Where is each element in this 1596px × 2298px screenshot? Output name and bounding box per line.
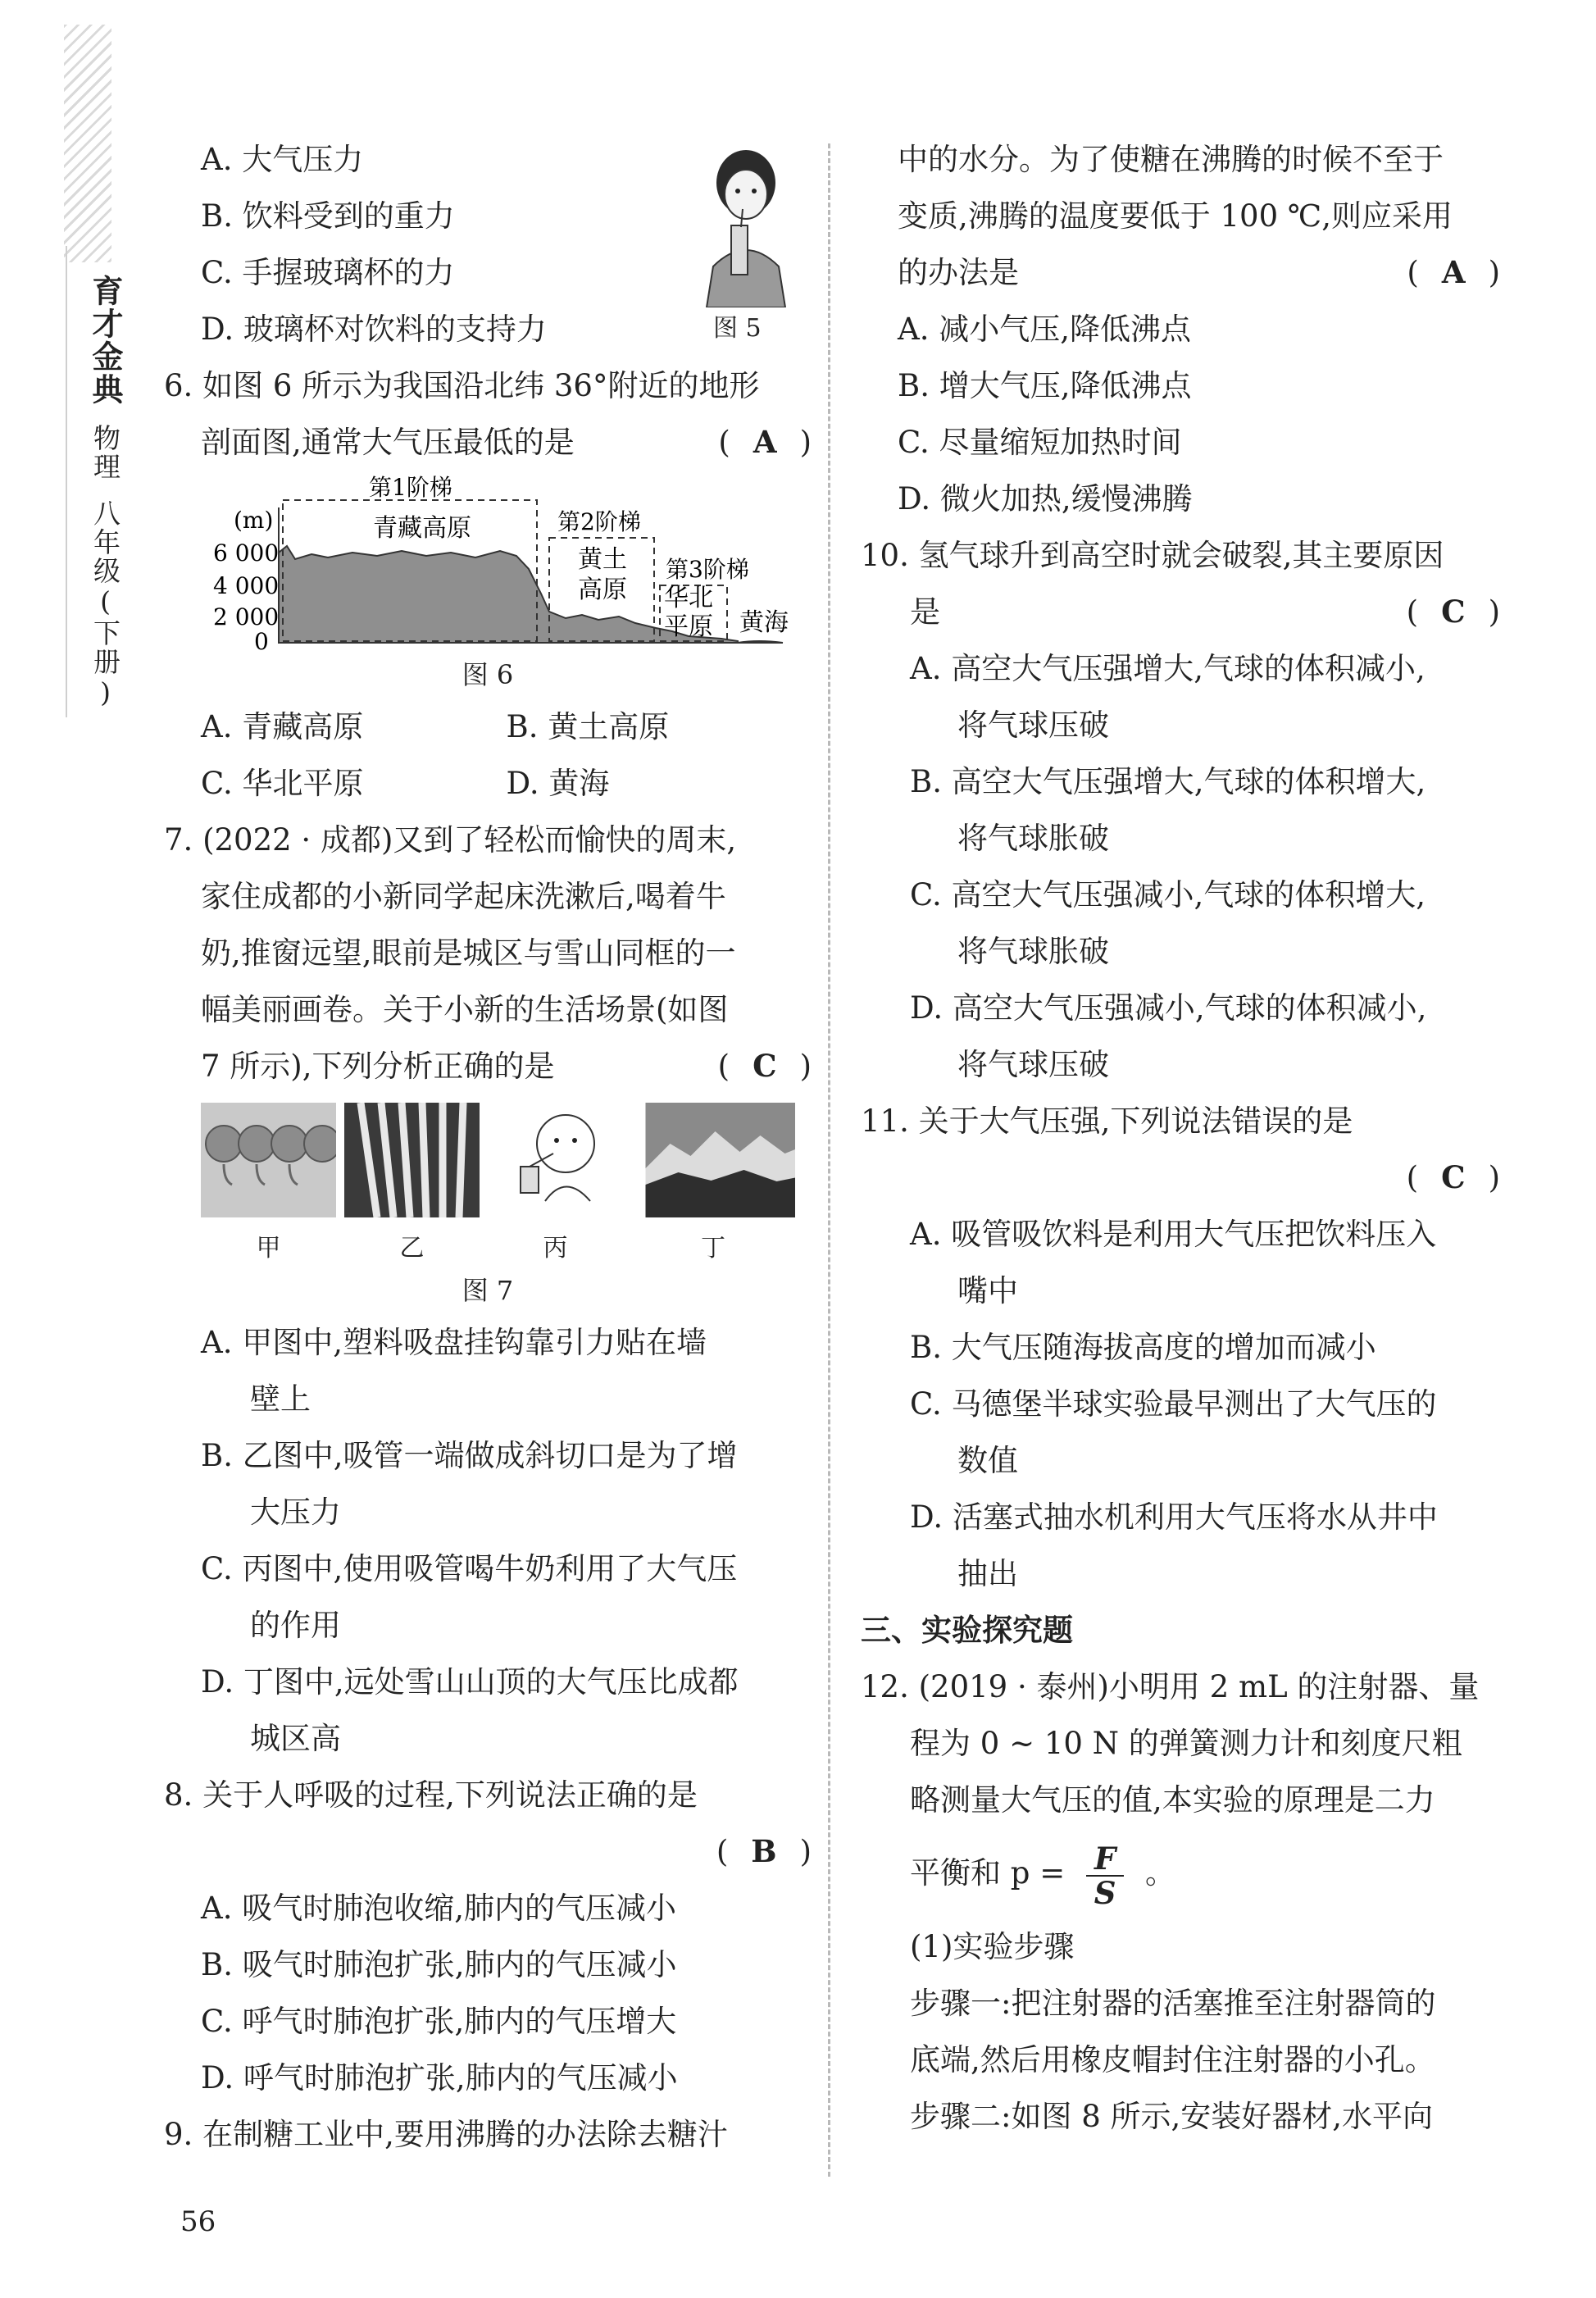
fig7-label-bing: 丙 (543, 1234, 568, 1263)
fig6-step1-label: 第1阶梯 (369, 474, 452, 501)
q9-answer-box: ( A ) (1407, 254, 1500, 290)
corner-stripe-decoration (64, 25, 111, 262)
q7-option-a-line-1: A. 甲图中,塑料吸盘挂钩靠引力贴在墙 (201, 1325, 707, 1360)
q7-stem-line-3: 奶,推窗远望,眼前是城区与雪山同框的一 (201, 935, 736, 971)
fig6-step2-label: 第2阶梯 (557, 508, 641, 535)
q11-option-b: B. 大气压随海拔高度的增加而减小 (910, 1330, 1376, 1365)
q12-formula-line (861, 1828, 1500, 1918)
q11-option-a-line-2: 嘴中 (957, 1273, 1018, 1308)
q10-option-b-line-2: 将气球胀破 (957, 821, 1109, 856)
q6-stem-line-2: 剖面图,通常大气压最低的是 ( A ) (164, 414, 812, 471)
q9-answer: A (1441, 254, 1466, 290)
fig7-label-yi: 乙 (399, 1234, 425, 1263)
column-divider (828, 143, 830, 2177)
q7-stem-line-1: 7. (2022 · 成都)又到了轻松而愉快的周末, (164, 822, 737, 858)
fig7-photo-suction-hooks (201, 1103, 336, 1217)
q7-option-d-line-2: 城区高 (250, 1721, 341, 1756)
q8-answer-box: ( B ) (716, 1833, 812, 1869)
q7-stem-line-5: 7 所示),下列分析正确的是 ( C ) (164, 1038, 812, 1094)
fig6-ytick-6000: 6 000 (213, 539, 280, 567)
q12-formula-denominator: S (1094, 1874, 1116, 1911)
q6-option-b: B. 黄土高原 (506, 709, 670, 744)
q7-stem-line-4: 幅美丽画卷。关于小新的生活场景(如图 (201, 992, 729, 1027)
fig7-label-jia: 甲 (256, 1234, 281, 1263)
q11-answer-box: ( C ) (1406, 1159, 1500, 1195)
q9-line-2: 变质,沸腾的温度要低于 100 ℃,则应采用 (898, 198, 1453, 234)
figure-6-caption: 图 6 (462, 659, 514, 690)
q6-option-a: A. 青藏高原 (201, 709, 364, 744)
fig6-step1-region: 青藏高原 (373, 514, 471, 543)
q12-step1-line-2: 底端,然后用橡皮帽封住注射器的小孔。 (910, 2042, 1435, 2077)
q12-line-2: 程为 0 ~ 10 N 的弹簧测力计和刻度尺粗 (910, 1726, 1462, 1761)
left-column (164, 131, 812, 2163)
q10-answer-box: ( C ) (1406, 594, 1500, 630)
q8-option-d: D. 呼气时肺泡扩张,肺内的气压减小 (201, 2060, 678, 2096)
q10-option-d-line-2: 将气球压破 (957, 1047, 1109, 1082)
q11-option-c-line-2: 数值 (957, 1443, 1018, 1478)
fig6-step2-region-b: 高原 (578, 576, 627, 604)
q12-line-3: 略测量大气压的值,本实验的原理是二力 (910, 1782, 1435, 1818)
q11-option-d-line-2: 抽出 (957, 1556, 1018, 1591)
section-3-heading: 三、实验探究题 (861, 1612, 1073, 1648)
q9-line-1: 中的水分。为了使糖在沸腾的时候不至于 (898, 142, 1444, 177)
q6-option-d: D. 黄海 (506, 766, 610, 801)
q6-answer: A (753, 424, 777, 460)
sidebar-rule (66, 246, 67, 717)
q8-option-c: C. 呼气时肺泡扩张,肺内的气压增大 (201, 2004, 677, 2039)
sidebar-book-title (80, 275, 124, 710)
q11-stem: 11. 关于大气压强,下列说法错误的是 (861, 1103, 1353, 1139)
q12-formula-suffix: 。 (1145, 1855, 1176, 1891)
figure-5-caption: 图 5 (713, 314, 762, 343)
q10-option-d-line-1: D. 高空大气压强减小,气球的体积减小, (910, 990, 1427, 1026)
q8-stem: 8. 关于人呼吸的过程,下列说法正确的是 (164, 1777, 698, 1813)
q11-option-c-line-1: C. 马德堡半球实验最早测出了大气压的 (910, 1386, 1437, 1422)
q12-subheading-1: (1)实验步骤 (910, 1929, 1075, 1964)
q12-step1-line-1: 步骤一:把注射器的活塞推至注射器筒的 (910, 1986, 1436, 2021)
q12-line-1: 12. (2019 · 泰州)小明用 2 mL 的注射器、量 (861, 1669, 1480, 1704)
q5-option-d: D. 玻璃杯对饮料的支持力 (201, 312, 547, 347)
q7-option-b-line-1: B. 乙图中,吸管一端做成斜切口是为了增 (201, 1438, 738, 1473)
q7-option-b-line-2: 大压力 (250, 1495, 341, 1530)
q10-option-c-line-1: C. 高空大气压强减小,气球的体积增大, (910, 877, 1426, 912)
grade-label: 八年级(下册) (89, 499, 121, 710)
q7-option-c-line-2: 的作用 (250, 1608, 341, 1643)
fig6-step3-label: 第3阶梯 (666, 556, 749, 583)
fig6-step3-region-a: 华北 (664, 584, 713, 612)
q10-stem-line-1: 10. 氢气球升到高空时就会破裂,其主要原因 (861, 538, 1444, 573)
q7-option-d-line-1: D. 丁图中,远处雪山山顶的大气压比成都 (201, 1664, 739, 1700)
q6-answer-box: ( A ) (718, 424, 812, 460)
fig6-ytick-4000: 4 000 (213, 572, 280, 599)
q10-option-a-line-2: 将气球压破 (957, 708, 1109, 743)
q12-step2-line-1: 步骤二:如图 8 所示,安装好器材,水平向 (910, 2099, 1434, 2134)
q12-formula-fraction (1086, 1842, 1124, 1909)
q10-stem-line-2: 是 ( C ) (861, 584, 1500, 640)
q7-option-a-line-2: 壁上 (250, 1381, 311, 1417)
q11-answer: C (1441, 1159, 1466, 1195)
fig6-step3-region-b: 平原 (664, 612, 713, 641)
q9-line-3: 的办法是 ( A ) (861, 244, 1500, 301)
page-number: 56 (180, 2205, 216, 2238)
q9-option-d: D. 微火加热,缓慢沸腾 (898, 481, 1193, 516)
q9-option-c: C. 尽量缩短加热时间 (898, 425, 1182, 460)
q7-answer-box: ( C ) (717, 1048, 812, 1084)
figure-6-terrain-profile (164, 471, 812, 651)
fig6-ytick-2000: 2 000 (213, 603, 280, 630)
q9-option-a: A. 减小气压,降低沸点 (898, 312, 1192, 347)
fig6-unit: (m) (234, 507, 274, 534)
q7-answer: C (753, 1048, 777, 1084)
q11-option-d-line-1: D. 活塞式抽水机利用大气压将水从井中 (910, 1499, 1438, 1535)
q10-option-c-line-2: 将气球胀破 (957, 934, 1109, 969)
fig6-ytick-0: 0 (254, 628, 269, 651)
q7-stem-line-2: 家住成都的小新同学起床洗漱后,喝着牛 (201, 879, 726, 914)
right-column (861, 131, 1500, 2145)
figure-7-photos (164, 1103, 812, 1230)
q5-option-c: C. 手握玻璃杯的力 (201, 255, 455, 290)
subject-label: 物理 (89, 424, 121, 481)
q5-option-a: A. 大气压力 (201, 142, 364, 177)
figure-7-caption: 图 7 (462, 1275, 514, 1306)
q11-option-a-line-1: A. 吸管吸饮料是利用大气压把饮料压入 (910, 1217, 1437, 1252)
q6-stem-line-1: 6. 如图 6 所示为我国沿北纬 36°附近的地形 (164, 368, 760, 403)
q9-option-b: B. 增大气压,降低沸点 (898, 368, 1192, 403)
figure-7-labels (164, 1230, 812, 1267)
q6-options-row-1 (164, 699, 812, 755)
q12-formula-numerator: F (1086, 1842, 1124, 1877)
q8-answer: B (751, 1833, 777, 1869)
q6-option-c: C. 华北平原 (201, 766, 364, 801)
q8-option-b: B. 吸气时肺泡扩张,肺内的气压减小 (201, 1947, 677, 1982)
q12-formula-prefix: 平衡和 p = (910, 1855, 1066, 1891)
q10-option-b-line-1: B. 高空大气压强增大,气球的体积增大, (910, 764, 1426, 799)
q8-option-a: A. 吸气时肺泡收缩,肺内的气压减小 (201, 1891, 677, 1926)
fig7-label-ding: 丁 (701, 1234, 725, 1263)
q10-option-a-line-1: A. 高空大气压强增大,气球的体积减小, (910, 651, 1425, 686)
brand-name: 育才金典 (87, 275, 124, 406)
fig7-photo-straws (344, 1103, 480, 1217)
fig7-cartoon-boy-drinking (488, 1103, 623, 1217)
fig6-sea-label: 黄海 (739, 608, 789, 637)
fig6-step2-region-a: 黄土 (578, 545, 627, 574)
q6-options-row-2 (164, 755, 812, 812)
fig7-photo-snow-mountain (631, 1103, 795, 1217)
q9-stem-start: 9. 在制糖工业中,要用沸腾的办法除去糖汁 (164, 2117, 728, 2152)
q5-option-b: B. 饮料受到的重力 (201, 198, 455, 234)
q7-option-c-line-1: C. 丙图中,使用吸管喝牛奶利用了大气压 (201, 1551, 738, 1586)
q10-answer: C (1441, 594, 1466, 630)
